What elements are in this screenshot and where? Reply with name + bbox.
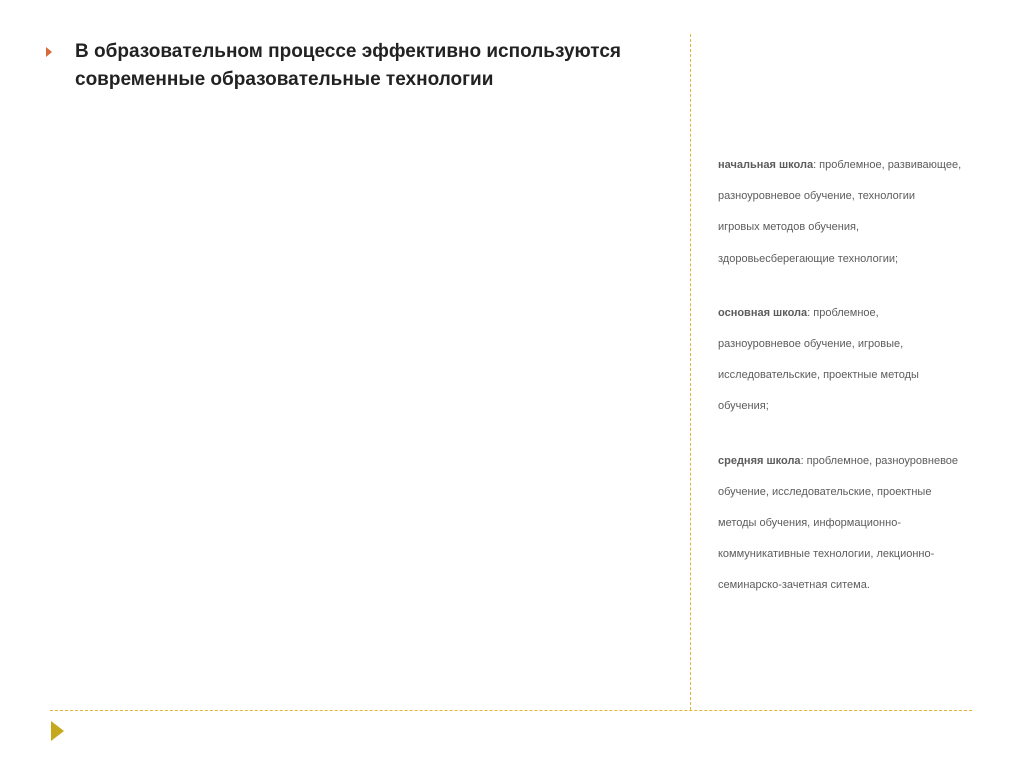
secondary-school-line-2: обучение, исследовательские, проектные [718,485,932,498]
secondary-school-line-4: коммуникативные технологии, лекционно- [718,548,935,561]
title-line-2: современные образовательные технологии [75,69,494,90]
primary-school-line-2: разноуровневое обучение, технологии [718,190,916,203]
secondary-school-line-5: семинарско-зачетная ситема. [718,579,870,592]
primary-school-block [718,150,988,275]
title-line-1: В образовательном процессе эффективно используются [75,41,621,62]
horizontal-divider [50,710,972,711]
next-slide-arrow-icon[interactable] [51,721,64,741]
basic-school-text-1: : проблемное, [807,306,879,319]
secondary-school-text-1: : проблемное, разноуровневое [800,454,959,467]
slide-title [75,38,675,94]
secondary-school-heading: средняя школа [718,454,801,467]
basic-school-line-1 [718,298,988,329]
basic-school-line-2: разноуровневое обучение, игровые, [718,338,904,351]
basic-school-block [718,298,988,423]
secondary-school-line-1 [718,446,988,477]
primary-school-heading: начальная школа [718,159,814,171]
primary-school-line-4: здоровьесберегающие технологии; [718,252,899,265]
vertical-divider [690,34,691,710]
school-levels-panel [718,150,988,625]
primary-school-line-3: игровых методов обучения, [718,221,859,234]
bullet-arrow-icon [46,47,52,57]
primary-school-line-1 [718,150,988,181]
secondary-school-block [718,446,988,602]
basic-school-line-3: исследовательские, проектные методы [718,369,919,382]
secondary-school-line-3: методы обучения, информационно- [718,517,901,530]
basic-school-line-4: обучения; [718,400,769,413]
primary-school-text-1: : проблемное, развивающее, [813,159,962,171]
basic-school-heading: основная школа [718,306,808,319]
